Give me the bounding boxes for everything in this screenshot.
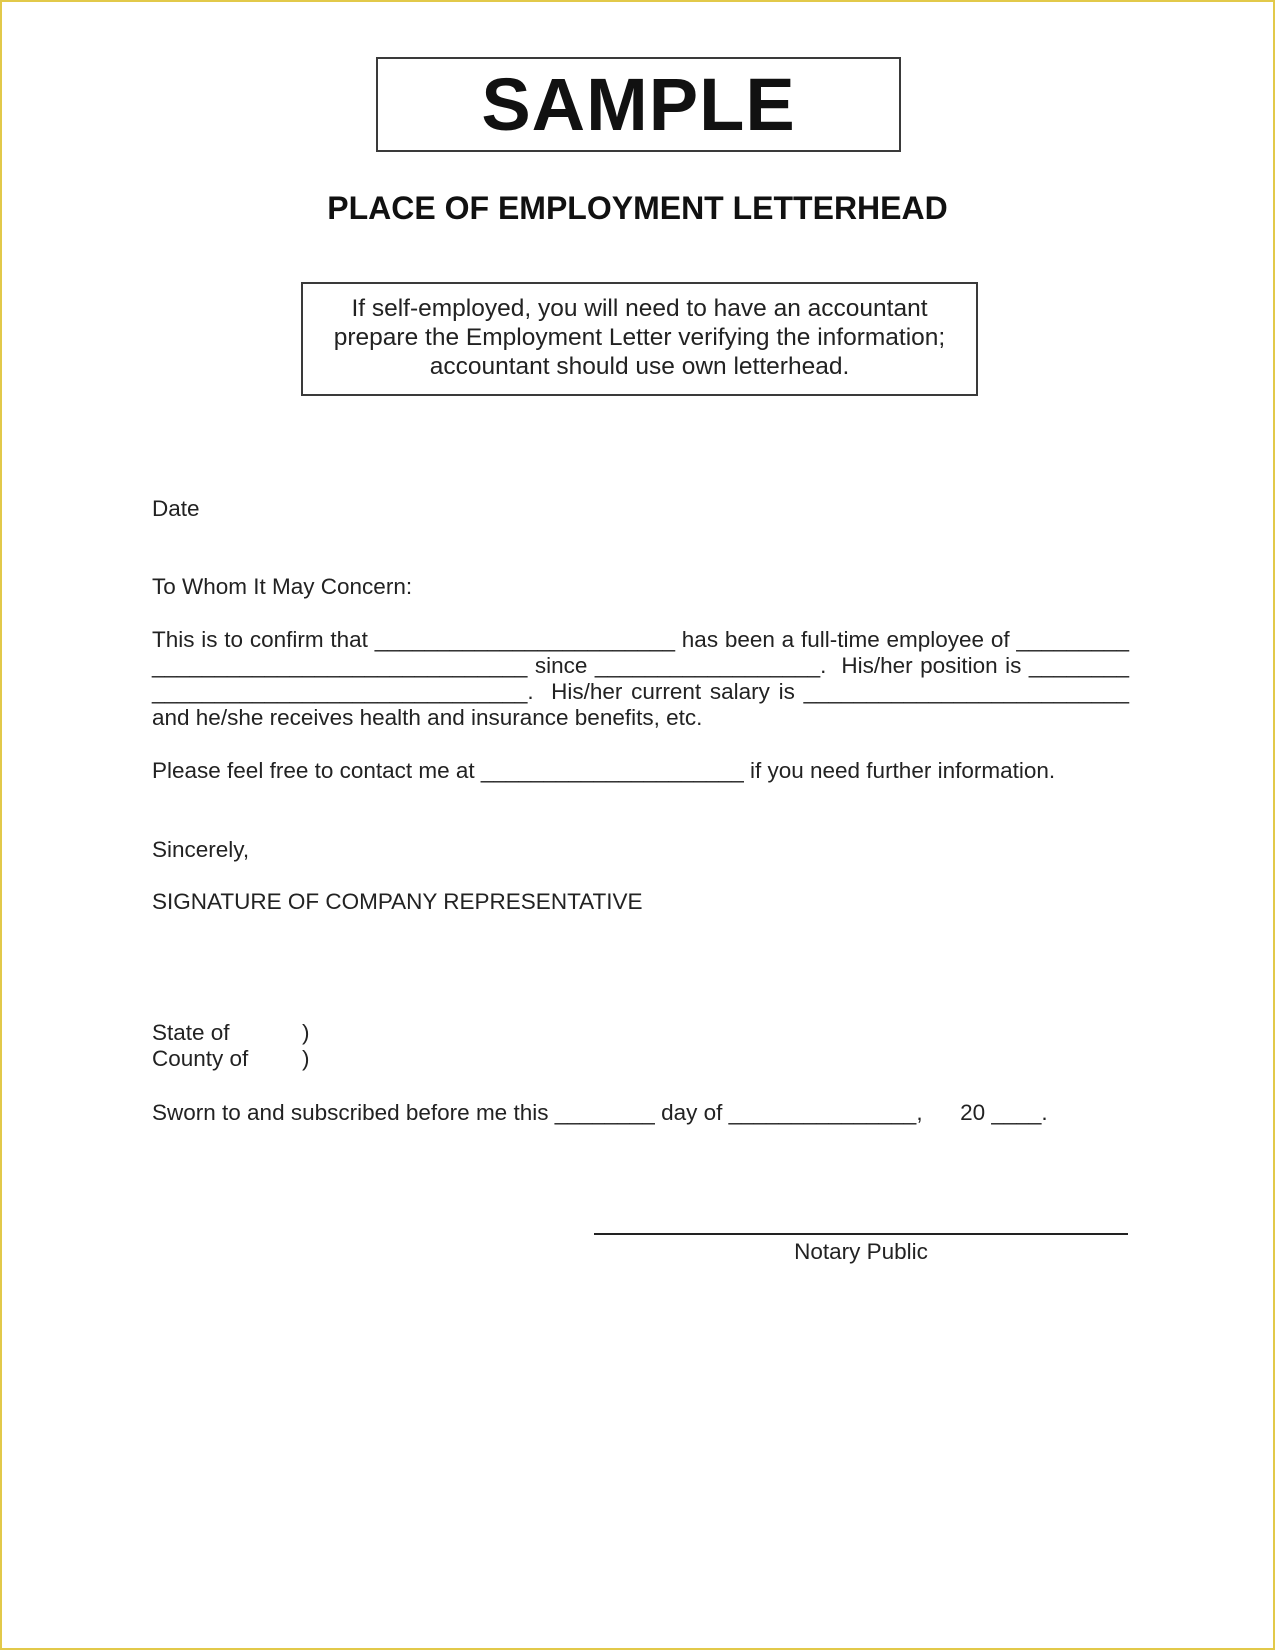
date-label: Date: [152, 496, 200, 521]
notary-signature-line: [594, 1233, 1128, 1235]
notary-public-label: Notary Public: [794, 1239, 928, 1264]
confirm-line: ______________________________ since __________________. His/her position is ________: [152, 653, 1129, 678]
confirm-line: This is to confirm that ________________________ has been a full-time employee of _________: [152, 627, 1129, 652]
note-line: prepare the Employment Letter verifying the information;: [333, 324, 946, 351]
state-label: State of: [152, 1020, 230, 1045]
sworn-line: Sworn to and subscribed before me this ________ day of _______________, 20 ____.: [152, 1100, 1048, 1125]
sample-label: SAMPLE: [481, 63, 796, 146]
note-line: If self-employed, you will need to have an accountant: [351, 295, 928, 322]
closing: Sincerely,: [152, 837, 250, 862]
county-paren: ): [302, 1046, 310, 1071]
county-label: County of: [152, 1046, 249, 1071]
salutation: To Whom It May Concern:: [152, 574, 413, 599]
note-line: accountant should use own letterhead.: [429, 353, 850, 380]
confirm-line: ______________________________. His/her current salary is __________________________: [152, 679, 1129, 704]
confirm-line: and he/she receives health and insurance benefits, etc.: [152, 705, 703, 730]
state-paren: ): [302, 1020, 310, 1045]
contact-line: Please feel free to contact me at _____________________ if you need further information.: [152, 758, 1056, 783]
signature-label: SIGNATURE OF COMPANY REPRESENTATIVE: [152, 889, 643, 914]
sample-stamp-box: [376, 57, 901, 152]
letterhead-title: PLACE OF EMPLOYMENT LETTERHEAD: [327, 190, 948, 226]
self-employed-note-box: [301, 282, 978, 396]
